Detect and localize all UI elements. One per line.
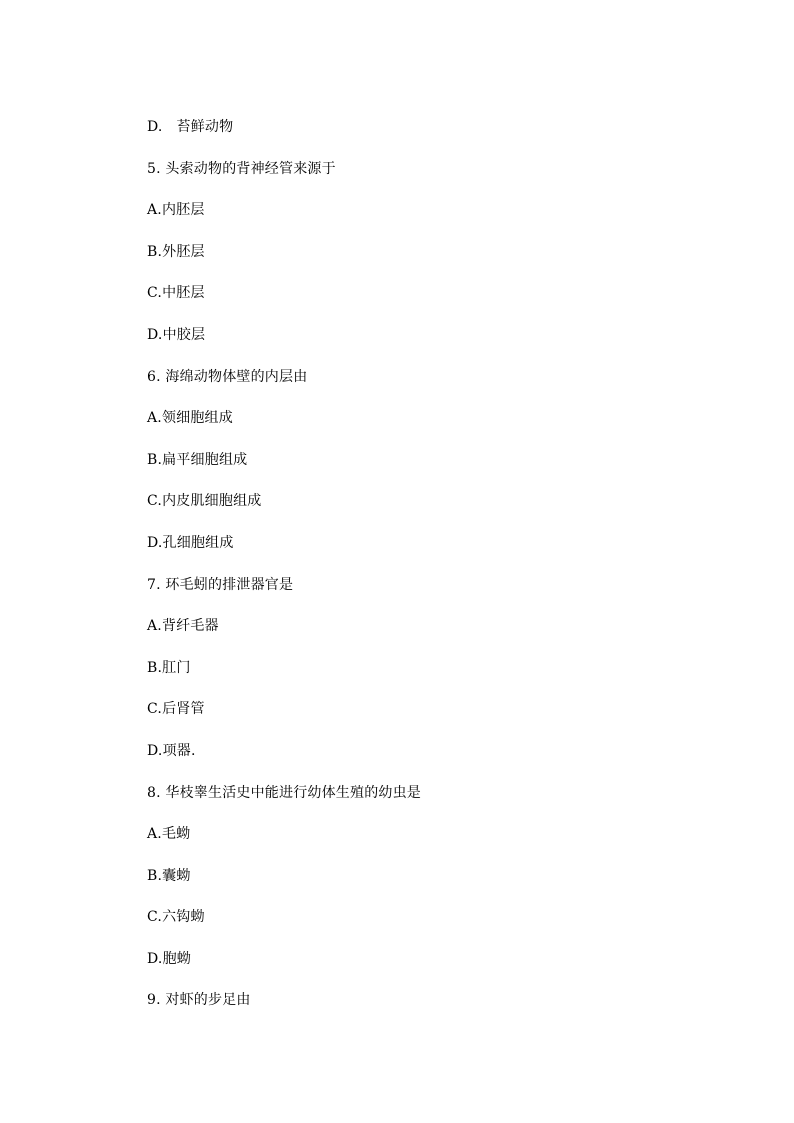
option-a-q7: A.背纤毛器 xyxy=(147,618,219,635)
option-b-q7: B.肛门 xyxy=(147,659,191,676)
question-6: 6. 海绵动物体壁的内层由 xyxy=(147,368,308,385)
question-8: 8. 华枝睾生活史中能进行幼体生殖的幼虫是 xyxy=(147,784,422,801)
option-c-q7: C.后肾管 xyxy=(147,701,205,718)
option-b-q5: B.外胚层 xyxy=(147,243,205,260)
option-d-q5: D.中胶层 xyxy=(147,326,206,343)
question-9: 9. 对虾的步足由 xyxy=(147,992,251,1009)
option-d-q4: D. 苔鲜动物 xyxy=(147,119,234,135)
question-list xyxy=(147,116,747,1031)
option-c-q6: C.内皮肌细胞组成 xyxy=(147,493,262,510)
option-c-q8: C.六钩蚴 xyxy=(147,909,205,926)
option-d-q8: D.胞蚴 xyxy=(147,950,191,967)
option-b-q8: B.囊蚴 xyxy=(147,867,191,884)
question-7: 7. 环毛蚓的排泄器官是 xyxy=(147,576,294,593)
option-c-q5: C.中胚层 xyxy=(147,285,205,302)
option-a-q5: A.内胚层 xyxy=(147,202,205,219)
option-b-q6: B.扁平细胞组成 xyxy=(147,451,248,468)
option-d-q6: D.孔细胞组成 xyxy=(147,534,234,551)
option-a-q6: A.领细胞组成 xyxy=(147,410,233,427)
question-5: 5. 头索动物的背神经管来源于 xyxy=(147,160,336,177)
option-d-q7: D.项器. xyxy=(147,742,196,759)
option-a-q8: A.毛蚴 xyxy=(147,826,191,843)
